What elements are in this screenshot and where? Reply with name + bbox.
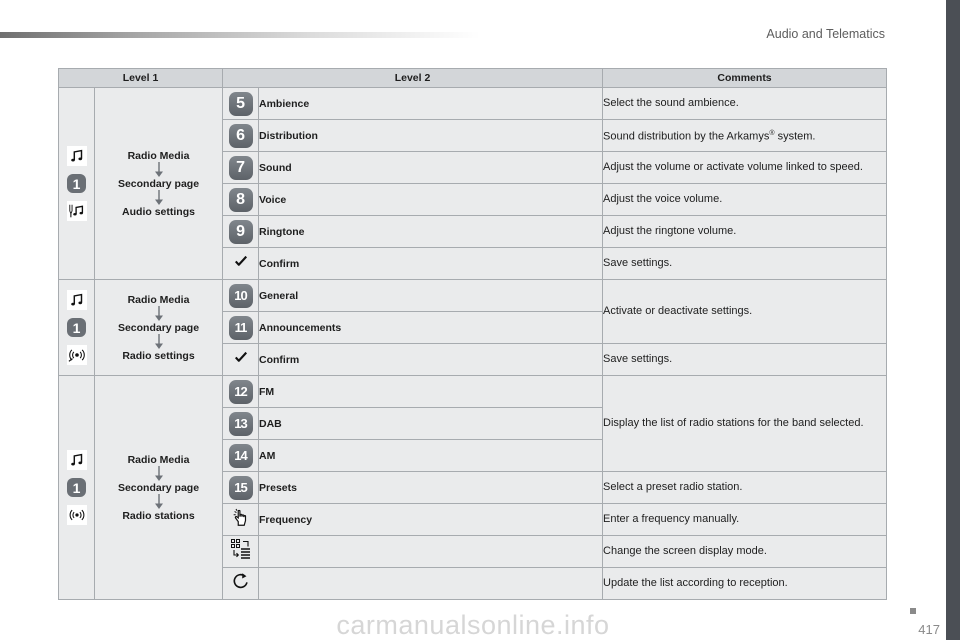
arrow-down-icon [153,162,165,178]
setting-comment: Adjust the voice volume. [603,184,887,216]
step-number-badge: 1 [67,478,86,497]
setting-comment: Sound distribution by the Arkamys® system. [603,120,887,152]
nav-step: Radio stations [122,509,195,522]
header-level2: Level 2 [223,69,603,88]
nav-step: Secondary page [117,177,200,190]
setting-comment: Display the list of radio stations for the band selected. [603,376,887,472]
arrow-down-icon [153,190,165,206]
checkmark-icon [234,254,248,268]
number-badge: 8 [229,188,253,212]
number-badge: 13 [229,412,253,436]
table-row [59,88,887,120]
arrow-down-icon [153,494,165,510]
header-level1: Level 1 [59,69,223,88]
refresh-icon [231,571,251,591]
settings-table [58,68,887,600]
setting-label: Confirm [259,248,603,280]
setting-label [259,536,603,568]
page-title: Audio and Telematics [766,27,885,41]
step-number-badge: 1 [67,318,86,337]
table-row [59,280,887,312]
step-number-badge: 1 [67,174,86,193]
number-badge: 10 [229,284,253,308]
display-mode-icon [230,538,252,560]
side-bar [946,0,960,640]
navigation-path [95,88,223,280]
setting-comment: Adjust the ringtone volume. [603,216,887,248]
radio-settings-icon [67,345,87,365]
setting-label: Frequency [259,504,603,536]
header-bar [0,32,480,38]
number-badge: 14 [229,444,253,468]
setting-comment: Update the list according to reception. [603,568,887,600]
table-header-row [59,69,887,88]
setting-label [259,568,603,600]
level1-icons [59,280,95,376]
radio-stations-icon [67,505,87,525]
setting-comment: Change the screen display mode. [603,536,887,568]
arrow-down-icon [153,334,165,350]
arrow-down-icon [153,466,165,482]
setting-label: FM [259,376,603,408]
setting-comment: Select a preset radio station. [603,472,887,504]
level1-icons [59,88,95,280]
arrow-down-icon [153,306,165,322]
music-note-icon [67,450,87,470]
nav-step: Radio Media [127,149,190,162]
level1-icons [59,376,95,600]
setting-label: Sound [259,152,603,184]
setting-comment: Save settings. [603,248,887,280]
nav-step: Audio settings [122,205,195,218]
nav-step: Secondary page [117,321,200,334]
page-number: 417 [918,622,940,637]
setting-label: Presets [259,472,603,504]
setting-label: Voice [259,184,603,216]
navigation-path [95,280,223,376]
music-note-icon [67,290,87,310]
navigation-path [95,376,223,600]
number-badge: 15 [229,476,253,500]
number-badge: 12 [229,380,253,404]
setting-label: Ringtone [259,216,603,248]
setting-label: AM [259,440,603,472]
nav-step: Secondary page [117,481,200,494]
number-badge: 5 [229,92,253,116]
setting-label: Announcements [259,312,603,344]
setting-label: Distribution [259,120,603,152]
setting-label: Confirm [259,344,603,376]
nav-step: Radio Media [127,293,190,306]
setting-comment: Activate or deactivate settings. [603,280,887,344]
setting-comment: Save settings. [603,344,887,376]
checkmark-icon [234,350,248,364]
setting-comment: Select the sound ambience. [603,88,887,120]
header-comments: Comments [603,69,887,88]
number-badge: 11 [229,316,253,340]
nav-step: Radio settings [122,349,195,362]
number-badge: 7 [229,156,253,180]
setting-comment: Adjust the volume or activate volume linked to speed. [603,152,887,184]
number-badge: 9 [229,220,253,244]
number-badge: 6 [229,124,253,148]
setting-label: General [259,280,603,312]
music-note-icon [67,146,87,166]
table-row [59,376,887,408]
watermark: carmanualsonline.info [336,610,610,640]
audio-settings-icon [67,201,87,221]
setting-label: DAB [259,408,603,440]
nav-step: Radio Media [127,453,190,466]
hand-touch-icon [230,506,252,528]
setting-comment: Enter a frequency manually. [603,504,887,536]
registered-mark: ® [769,130,775,138]
setting-label: Ambience [259,88,603,120]
